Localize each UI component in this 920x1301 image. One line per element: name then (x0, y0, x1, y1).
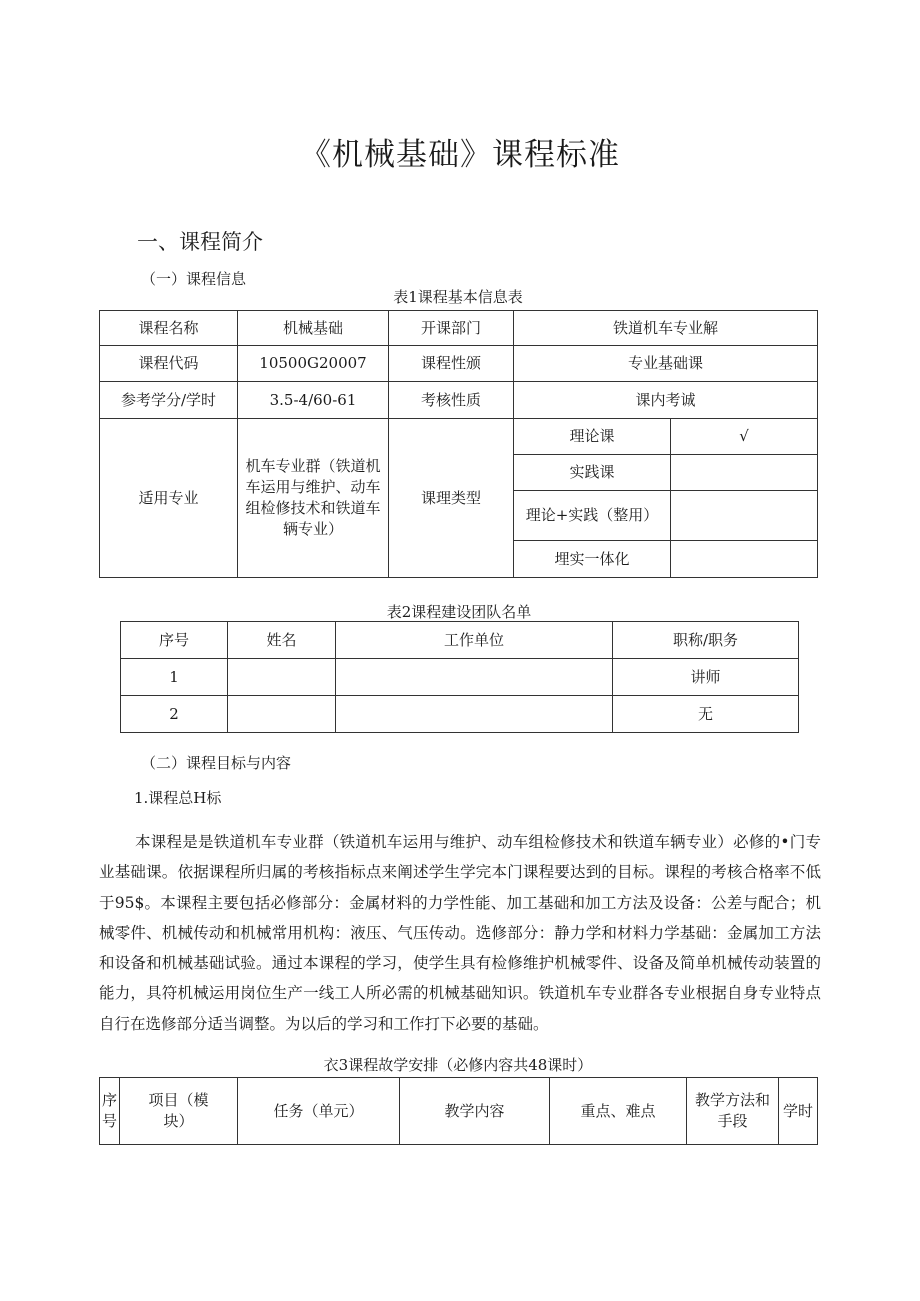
header-cell: 教学方法和手段 (687, 1078, 779, 1145)
course-type-mark: √ (671, 419, 818, 455)
cell (336, 696, 613, 733)
cell: 课内考诚 (514, 382, 818, 419)
table-header-row (121, 622, 799, 659)
table-row (121, 659, 799, 696)
table-row (100, 382, 818, 419)
header-cell: 教学内容 (400, 1078, 550, 1145)
table2-caption: 表2课程建设团队名单 (386, 603, 532, 621)
page-title: 《机械基础》课程标准 (300, 137, 620, 173)
cell: 10500G20007 (238, 346, 389, 382)
subsection-course-info: （一）课程信息 (141, 270, 247, 288)
cell: 课程性颁 (389, 346, 514, 382)
table-row (100, 419, 818, 455)
cell: 无 (613, 696, 799, 733)
cell (336, 659, 613, 696)
header-cell: 重点、难点 (550, 1078, 687, 1145)
course-type-mark (671, 541, 818, 578)
table3-caption: 衣3课程故学安排（必修内容共48课时） (323, 1056, 593, 1074)
header-cell: 职称/职务 (613, 622, 799, 659)
header-cell: 任务（单元） (238, 1078, 400, 1145)
header-cell: 序号 (100, 1078, 120, 1145)
team-table (120, 621, 799, 733)
applicable-major-value: 机车专业群（铁道机车运用与维护、动车组检修技术和铁道车辆专业） (238, 419, 389, 578)
course-type-mark (671, 455, 818, 491)
cell: 2 (121, 696, 228, 733)
header-cell: 学时 (779, 1078, 818, 1145)
body-paragraph: 本课程是是铁道机车专业群（铁道机车运用与维护、动车组检修技术和铁道车辆专业）必修的•门专业基础课。依据课程所归属的考核指标点来阐述学生学完本门课程要达到的目标。课程的考核合格率不低于95$。本课程主要包括必修部分：金属材料的力学性能、加工基础和加工方法及设备：公差与配合；机械零件、机械传动和机械常用机构：液压、气压传动。选修部分：静力学和材料力学基础：金属加工方法和设备和机械基础试验。通过本课程的学习，使学生具有检修维护机械零件、设备及简单机械传动装置的能力，具符机械运用岗位生产一线工人所必需的机械基础知识。铁道机车专业群各专业根据自身专业特点自行在选修部分适当调整。为以后的学习和工作打下必要的基础。 (99, 833, 821, 1033)
cell (228, 659, 336, 696)
teaching-schedule-table (99, 1077, 818, 1145)
course-type-label: 课理类型 (389, 419, 514, 578)
cell: 1 (121, 659, 228, 696)
cell: 机械基础 (238, 311, 389, 346)
header-cell: 姓名 (228, 622, 336, 659)
table-header-row (100, 1078, 818, 1145)
course-type-name: 实践课 (514, 455, 671, 491)
header-cell: 序号 (121, 622, 228, 659)
header-cell: 工作单位 (336, 622, 613, 659)
table-row (100, 311, 818, 346)
cell: 课程名称 (100, 311, 238, 346)
cell (228, 696, 336, 733)
table-row (121, 696, 799, 733)
cell: 参考学分/学时 (100, 382, 238, 419)
cell: 铁道机车专业解 (514, 311, 818, 346)
course-type-name: 理论+实践（整用） (514, 491, 671, 541)
course-type-name: 埋实一体化 (514, 541, 671, 578)
cell: 专业基础课 (514, 346, 818, 382)
section-heading-intro: 一、课程简介 (137, 230, 263, 254)
course-type-name: 理论课 (514, 419, 671, 455)
subsection-goals: （二）课程目标与内容 (141, 754, 292, 772)
subsection-overall-goal: 1.课程总H标 (134, 789, 222, 807)
course-type-mark (671, 491, 818, 541)
cell: 课程代码 (100, 346, 238, 382)
cell: 讲师 (613, 659, 799, 696)
course-info-table (99, 310, 818, 578)
applicable-major-label: 适用专业 (100, 419, 238, 578)
header-cell: 项目（模块） (120, 1078, 238, 1145)
cell: 开课部门 (389, 311, 514, 346)
table-row (100, 346, 818, 382)
cell: 3.5-4/60-61 (238, 382, 389, 419)
table1-caption: 表1课程基本信息表 (393, 288, 523, 306)
cell: 考核性质 (389, 382, 514, 419)
